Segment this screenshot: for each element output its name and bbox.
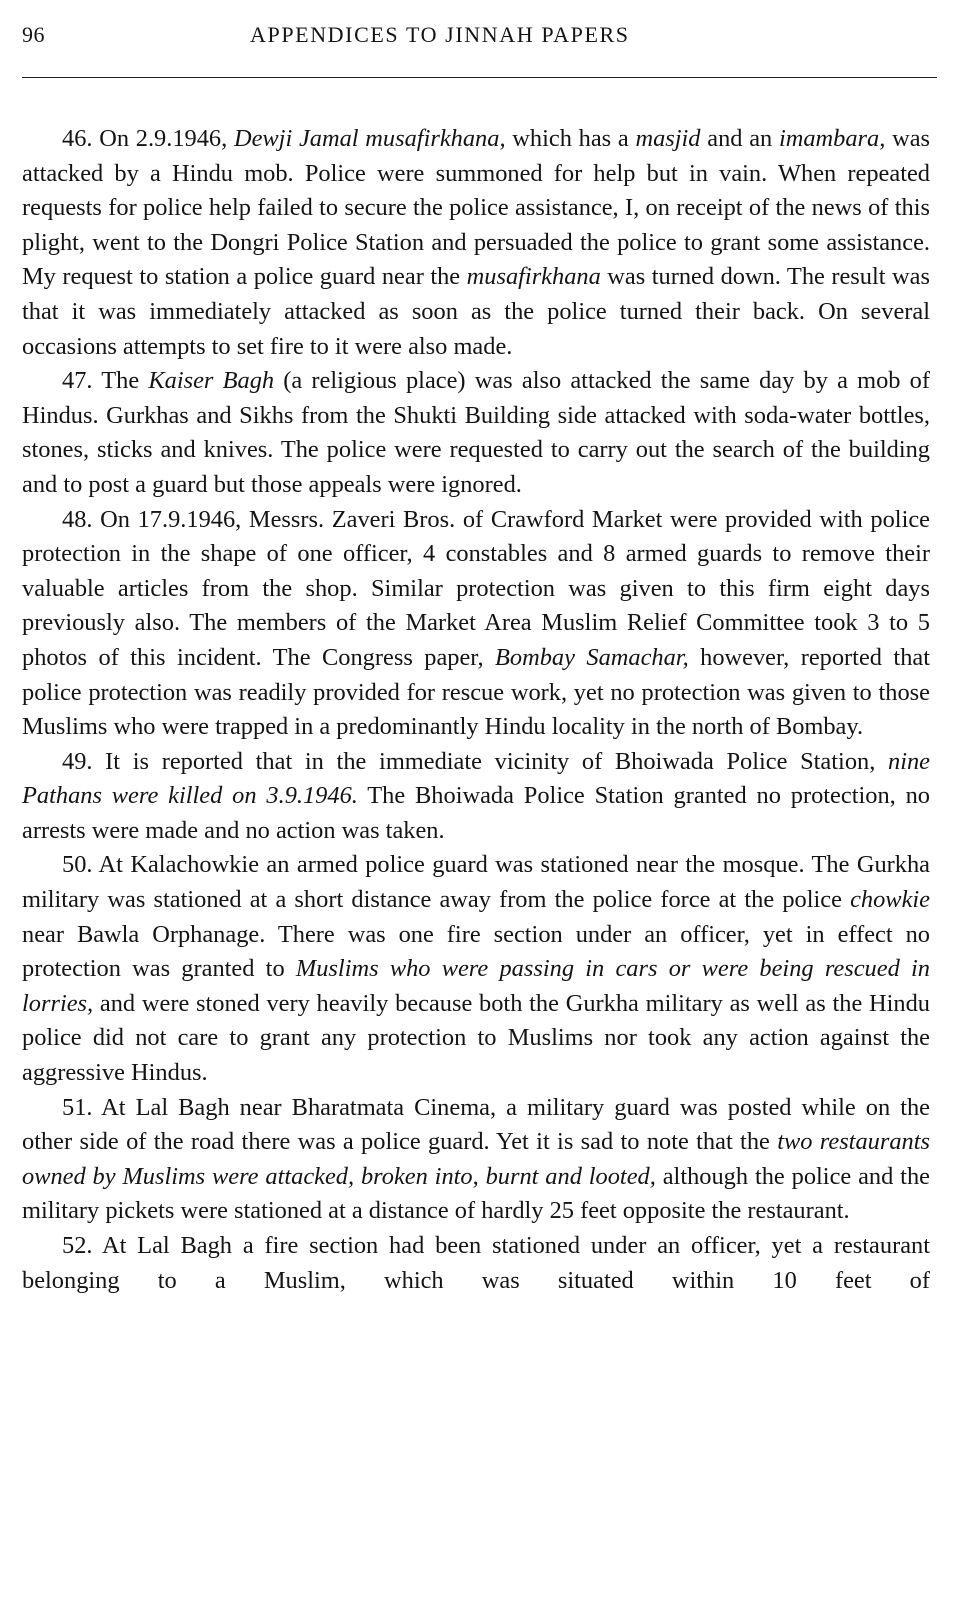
paragraph-51: 51. At Lal Bagh near Bharatmata Cinema, a military guard was posted while on the other side of the road there was a police guard. Yet it is sad to note that the two restaurants owned by Muslims were attacked, broken into, burnt and looted, although the police and the military pickets were stationed at a distance of hardly 25 feet opposite the restaurant.	[22, 1093, 931, 1225]
paragraph-50: 50. At Kalachowkie an armed police guard was stationed near the mosque. The Gurkha military was stationed at a short distance away from the police force at the police chowkie near Bawla Orphanage. There was one fire section under an officer, yet in effect no protection was granted to Muslims who were passing in cars or were being rescued in lorries, and were stoned very heavily because both the Gurkha military as well as the Hindu police did not care to grant any protection to Muslims nor took any action against the aggressive Hindus.	[22, 851, 930, 1087]
body-text	[22, 122, 930, 1298]
page-number: 96	[22, 22, 45, 47]
paragraph-46: 46. On 2.9.1946, Dewji Jamal musafirkhana, which has a masjid and an imambara, was attacked by a Hindu mob. Police were summoned for help but in vain. When repeated requests for police help failed to secure the police assistance, I, on receipt of the news of this plight, went to the Dongri Police Station and persuaded the police to grant some assistance. My request to station a police guard near the musafirkhana was turned down. The result was that it was immediately attacked as soon as the police turned their back. On several occasions attempts to set fire to it were also made.	[22, 125, 931, 360]
paragraph-52: 52. At Lal Bagh a fire section had been stationed under an officer, yet a restaurant belonging to a Muslim, which was situated within 10 feet of	[22, 1232, 930, 1294]
running-head: APPENDICES TO JINNAH PAPERS	[250, 22, 630, 47]
paragraph-48: 48. On 17.9.1946, Messrs. Zaveri Bros. of Crawford Market were provided with police protection in the shape of one officer, 4 constables and 8 armed guards to remove their valuable articles from the shop. Similar protection was given to this firm eight days previously also. The members of the Market Area Muslim Relief Committee took 3 to 5 photos of this incident. The Congress paper, Bombay Samachar, however, reported that police protection was readily provided for rescue work, yet no protection was given to those Muslims who were trapped in a predominantly Hindu locality in the north of Bombay.	[22, 505, 930, 741]
header-rule	[22, 77, 937, 78]
page-header	[22, 22, 937, 62]
paragraph-49: 49. It is reported that in the immediate vicinity of Bhoiwada Police Station, nine Pathans were killed on 3.9.1946. The Bhoiwada Police Station granted no protection, no arrests were made and no action was taken.	[22, 747, 930, 844]
paragraph-47: 47. The Kaiser Bagh (a religious place) was also attacked the same day by a mob of Hindus. Gurkhas and Sikhs from the Shukti Building side attacked with soda-water bottles, stones, sticks and knives. The police were requested to carry out the search of the building and to post a guard but those appeals were ignored.	[22, 367, 930, 498]
